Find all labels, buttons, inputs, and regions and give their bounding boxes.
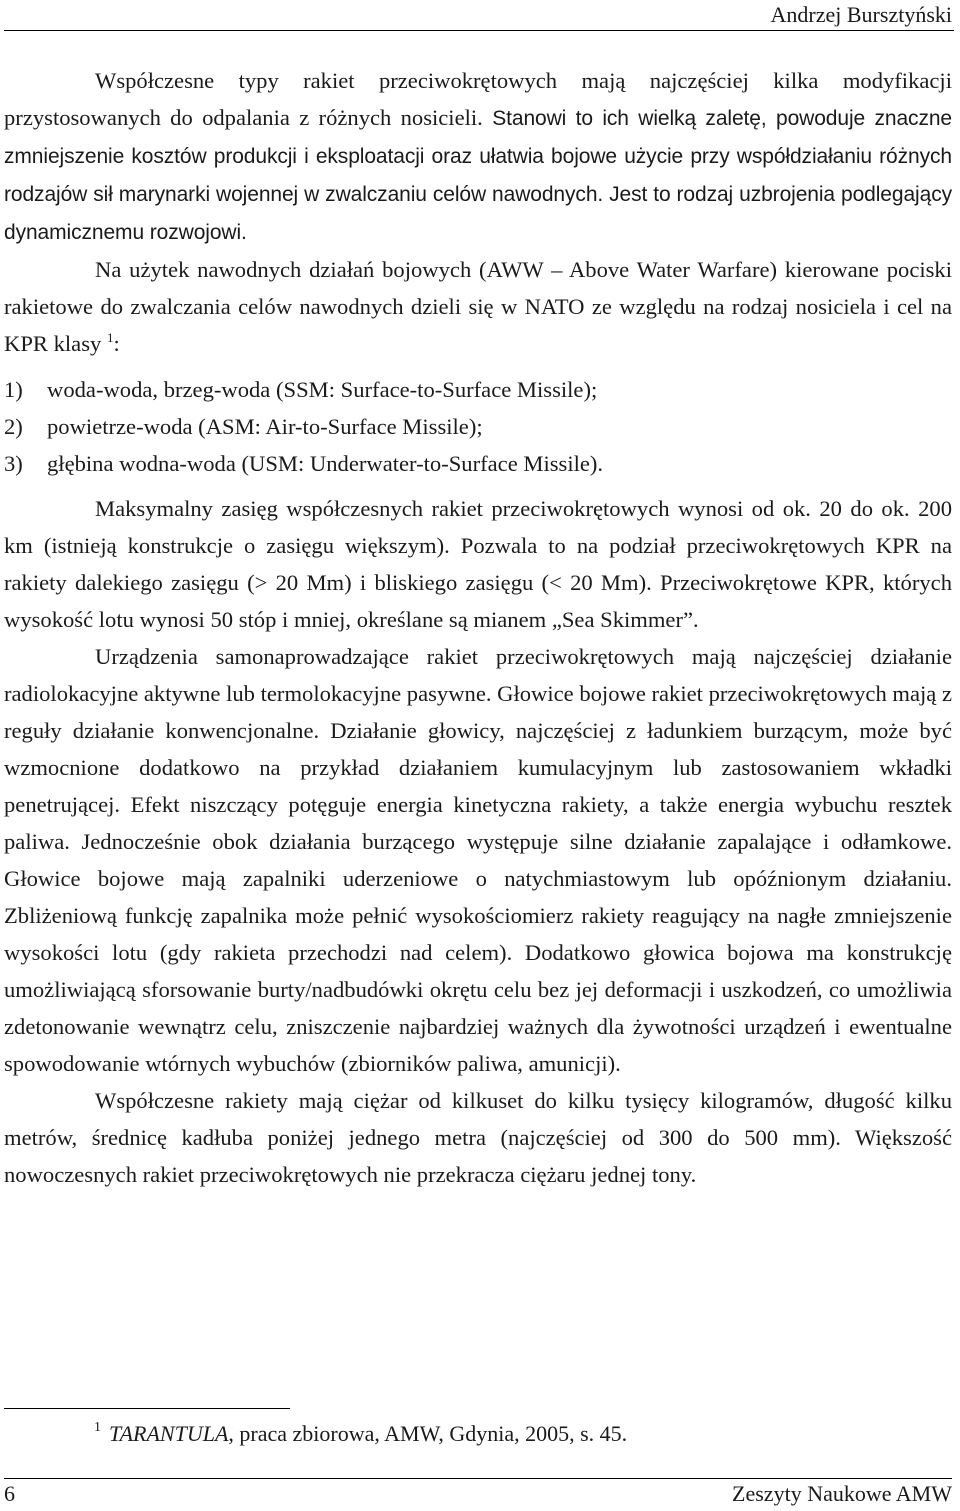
footnote-marker: 1 — [94, 1420, 101, 1435]
list-item-number: 2) — [4, 414, 23, 439]
paragraph-2-end: : — [113, 331, 120, 356]
article-body — [4, 62, 952, 1193]
list-item — [4, 445, 952, 482]
paragraph-4: Urządzenia samonaprowadzające rakiet przeciwokrętowych mają najczęściej działanie radiolokacyjne aktywne lub termolokacyjne pasywne. Głowice bojowe rakiet przeciwokrętowych mają z reguły działanie konwencjonalne. Działanie głowicy, najczęściej z ładunkiem burzącym, może być wzmocnione dodatkowo na przykład działaniem kumulacyjnym lub zastosowaniem wkładki penetrującej. Efekt niszczący potęguje energia kinetyczna rakiety, a także energia wybuchu resztek paliwa. Jednocześnie obok działania burzącego występuje silne działanie zapalające i odłamkowe. Głowice bojowe mają zapalniki uderzeniowe o natychmiastowym lub opóźnionym działaniu. Zbliżeniową funkcję zapalnika może pełnić wysokościomierz rakiety reagujący na nagłe zmniejszenie wysokości lotu (gdy rakieta przechodzi nad celem). Dodatkowo głowica bojowa ma konstrukcję umożliwiającą sforsowanie burty/nadbudówki okrętu celu bez jej deformacji i uszkodzeń, co umożliwia zdetonowanie wewnątrz celu, zniszczenie najbardziej ważnych dla żywotności urządzeń i ewentualne spowodowanie wtórnych wybuchów (zbiorników paliwa, amunicji). — [4, 644, 952, 1076]
paragraph-5: Współczesne rakiety mają ciężar od kilkuset do kilku tysięcy kilogramów, długość kilku metrów, średnicę kadłuba poniżej jednego metra (najczęściej od 300 do 500 mm). Większość nowoczesnych rakiet przeciwokrętowych nie przekracza ciężaru jednej tony. — [4, 1088, 952, 1187]
running-footer — [4, 1478, 952, 1511]
missile-class-list — [4, 371, 952, 482]
list-item-text: powietrze-woda (ASM: Air-to-Surface Missile); — [47, 414, 483, 439]
paragraph-1-part-b: Stanowi to ich wielką zaletę, powoduje znaczne zmniejszenie kosztów produkcji i eksploatacji oraz ułatwia bojowe użycie przy współdziałaniu różnych rodzajów sił marynarki wojennej w zwalczaniu celów nawodnych. Jest to rodzaj uzbrojenia podlegający dynamicznemu rozwojowi. — [4, 107, 953, 244]
paragraph-3: Maksymalny zasięg współczesnych rakiet przeciwokrętowych wynosi od ok. 20 do ok. 200 km (istnieją konstrukcje o zasięgu większym). Pozwala to na podział przeciwokrętowych KPR na rakiety dalekiego zasięgu (> 20 Mm) i bliskiego zasięgu (< 20 Mm). Przeciwokrętowe KPR, których wysokość lotu wynosi 50 stóp i mniej, określane są mianem „Sea Skimmer”. — [4, 496, 952, 632]
footnote — [94, 1421, 627, 1447]
paragraph-2-text: Na użytek nawodnych działań bojowych (AWW – Above Water Warfare) kierowane pociski rakietowe do zwalczania celów nawodnych dzieli się w NATO ze względu na rodzaj nosiciela i cel na KPR klasy — [4, 257, 952, 356]
paragraph-1-part-a: Współczesne typy rakiet przeciwokrętowych mają najczęściej kilka modyfikacji przystosowanych do odpalania z różnych nosicieli. — [4, 68, 952, 130]
list-item — [4, 371, 952, 408]
journal-name: Zeszyty Naukowe AMW — [732, 1481, 952, 1506]
footnote-title: TARANTULA — [109, 1421, 229, 1446]
list-item — [4, 408, 952, 445]
paragraph-1 — [4, 62, 952, 251]
footnote-divider — [4, 1408, 290, 1409]
paragraph-2 — [4, 251, 952, 362]
footnote-citation: , praca zbiorowa, AMW, Gdynia, 2005, s. 45. — [228, 1421, 628, 1446]
running-header — [4, 0, 954, 31]
footnote-ref[interactable]: 1 — [106, 330, 114, 345]
list-item-number: 1) — [4, 377, 23, 402]
list-item-text: głębina wodna-woda (USM: Underwater-to-Surface Missile). — [47, 451, 604, 476]
list-item-number: 3) — [4, 451, 23, 476]
list-item-text: woda-woda, brzeg-woda (SSM: Surface-to-Surface Missile); — [47, 377, 598, 402]
header-author: Andrzej Bursztyński — [770, 2, 952, 27]
page-number: 6 — [4, 1481, 15, 1506]
